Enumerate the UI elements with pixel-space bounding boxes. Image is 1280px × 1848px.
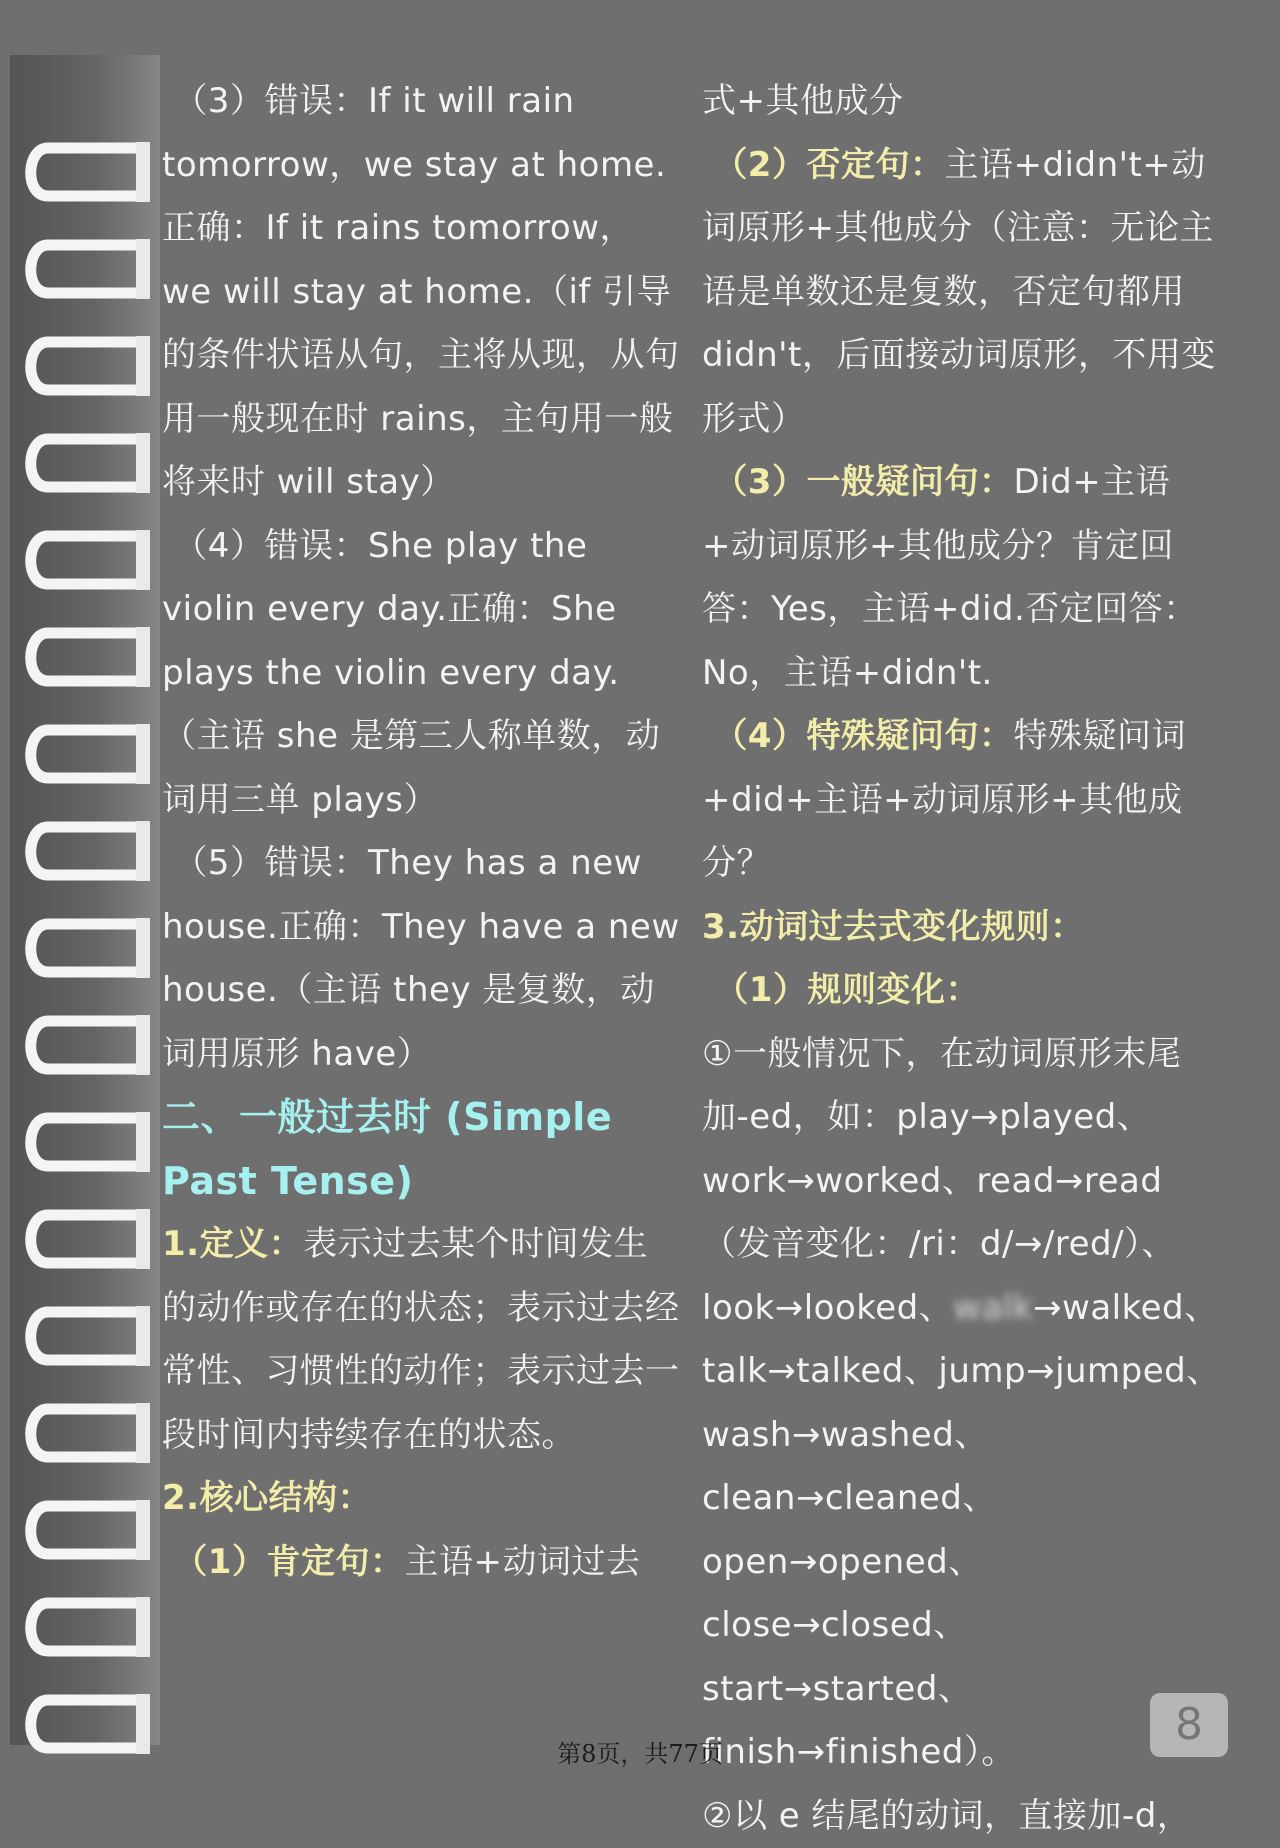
binding-coil-icon bbox=[18, 1110, 150, 1174]
binding-coil-icon bbox=[18, 625, 150, 689]
right-column bbox=[702, 70, 1222, 1848]
spiral-binding bbox=[0, 0, 170, 1810]
regular-change-heading: （1）规则变化： bbox=[702, 959, 1222, 1023]
binding-coil-icon bbox=[18, 1498, 150, 1562]
binding-coil-icon bbox=[18, 528, 150, 592]
binding-coil-icon bbox=[18, 1207, 150, 1271]
left-column bbox=[162, 70, 682, 1594]
yes-no-question: （3）一般疑问句：Did+主语+动词原形+其他成分？肯定回答：Yes，主语+did.否定回答：No，主语+didn't. bbox=[702, 451, 1222, 705]
page-number-badge: 8 bbox=[1150, 1693, 1228, 1757]
binding-coil-icon bbox=[18, 1013, 150, 1077]
error-3: （3）错误：If it will rain tomorrow，we stay at home.正确：If it rains tomorrow，we will stay at home.（if 引导的条件状语从句，主将从现，从句用一般现在时 rains，主句用一般将来时 will stay） bbox=[162, 70, 682, 515]
section-heading: 二、一般过去时 (Simple Past Tense) bbox=[162, 1086, 682, 1213]
binding-coil-icon bbox=[18, 1304, 150, 1368]
core-structure-heading: 2.核心结构： bbox=[162, 1467, 682, 1531]
error-5: （5）错误：They has a new house.正确：They have a new house.（主语 they 是复数，动词用原形 have） bbox=[162, 832, 682, 1086]
blurred-word: walk bbox=[953, 1288, 1033, 1328]
definition: 1.定义：表示过去某个时间发生的动作或存在的状态；表示过去经常性、习惯性的动作；表示过去一段时间内持续存在的状态。 bbox=[162, 1213, 682, 1467]
past-tense-rules-heading: 3.动词过去式变化规则： bbox=[702, 896, 1222, 960]
binding-coil-icon bbox=[18, 819, 150, 883]
binding-coil-icon bbox=[18, 334, 150, 398]
page-footer: 第8页，共77页 bbox=[0, 1734, 1280, 1769]
binding-coil-icon bbox=[18, 916, 150, 980]
binding-coil-icon bbox=[18, 431, 150, 495]
positive-sentence: （1）肯定句：主语+动词过去 bbox=[162, 1531, 682, 1595]
rule-2: ②以 e 结尾的动词，直接加-d， bbox=[702, 1785, 1222, 1848]
positive-continued: 式+其他成分 bbox=[702, 70, 1222, 134]
binding-coil-icon bbox=[18, 1595, 150, 1659]
binding-strip bbox=[10, 55, 160, 1745]
binding-coil-icon bbox=[18, 237, 150, 301]
wh-question: （4）特殊疑问句：特殊疑问词+did+主语+动词原形+其他成分？ bbox=[702, 705, 1222, 896]
binding-coil-icon bbox=[18, 1401, 150, 1465]
rule-1: ①一般情况下，在动词原形末尾加-ed，如：play→played、work→worked、read→read（发音变化：/ri：d/→/red/）、look→looked、walk→walked、talk→talked、jump→jumped、wash→washed、clean→cleaned、open→opened、close→closed、start→started、finish→finished）。 bbox=[702, 1023, 1222, 1785]
binding-coil-icon bbox=[18, 722, 150, 786]
binding-coil-icon bbox=[18, 140, 150, 204]
error-4: （4）错误：She play the violin every day.正确：She plays the violin every day.（主语 she 是第三人称单数，动词用三单 plays） bbox=[162, 515, 682, 833]
negative-sentence: （2）否定句：主语+didn't+动词原形+其他成分（注意：无论主语是单数还是复数，否定句都用 didn't，后面接动词原形，不用变形式） bbox=[702, 134, 1222, 452]
